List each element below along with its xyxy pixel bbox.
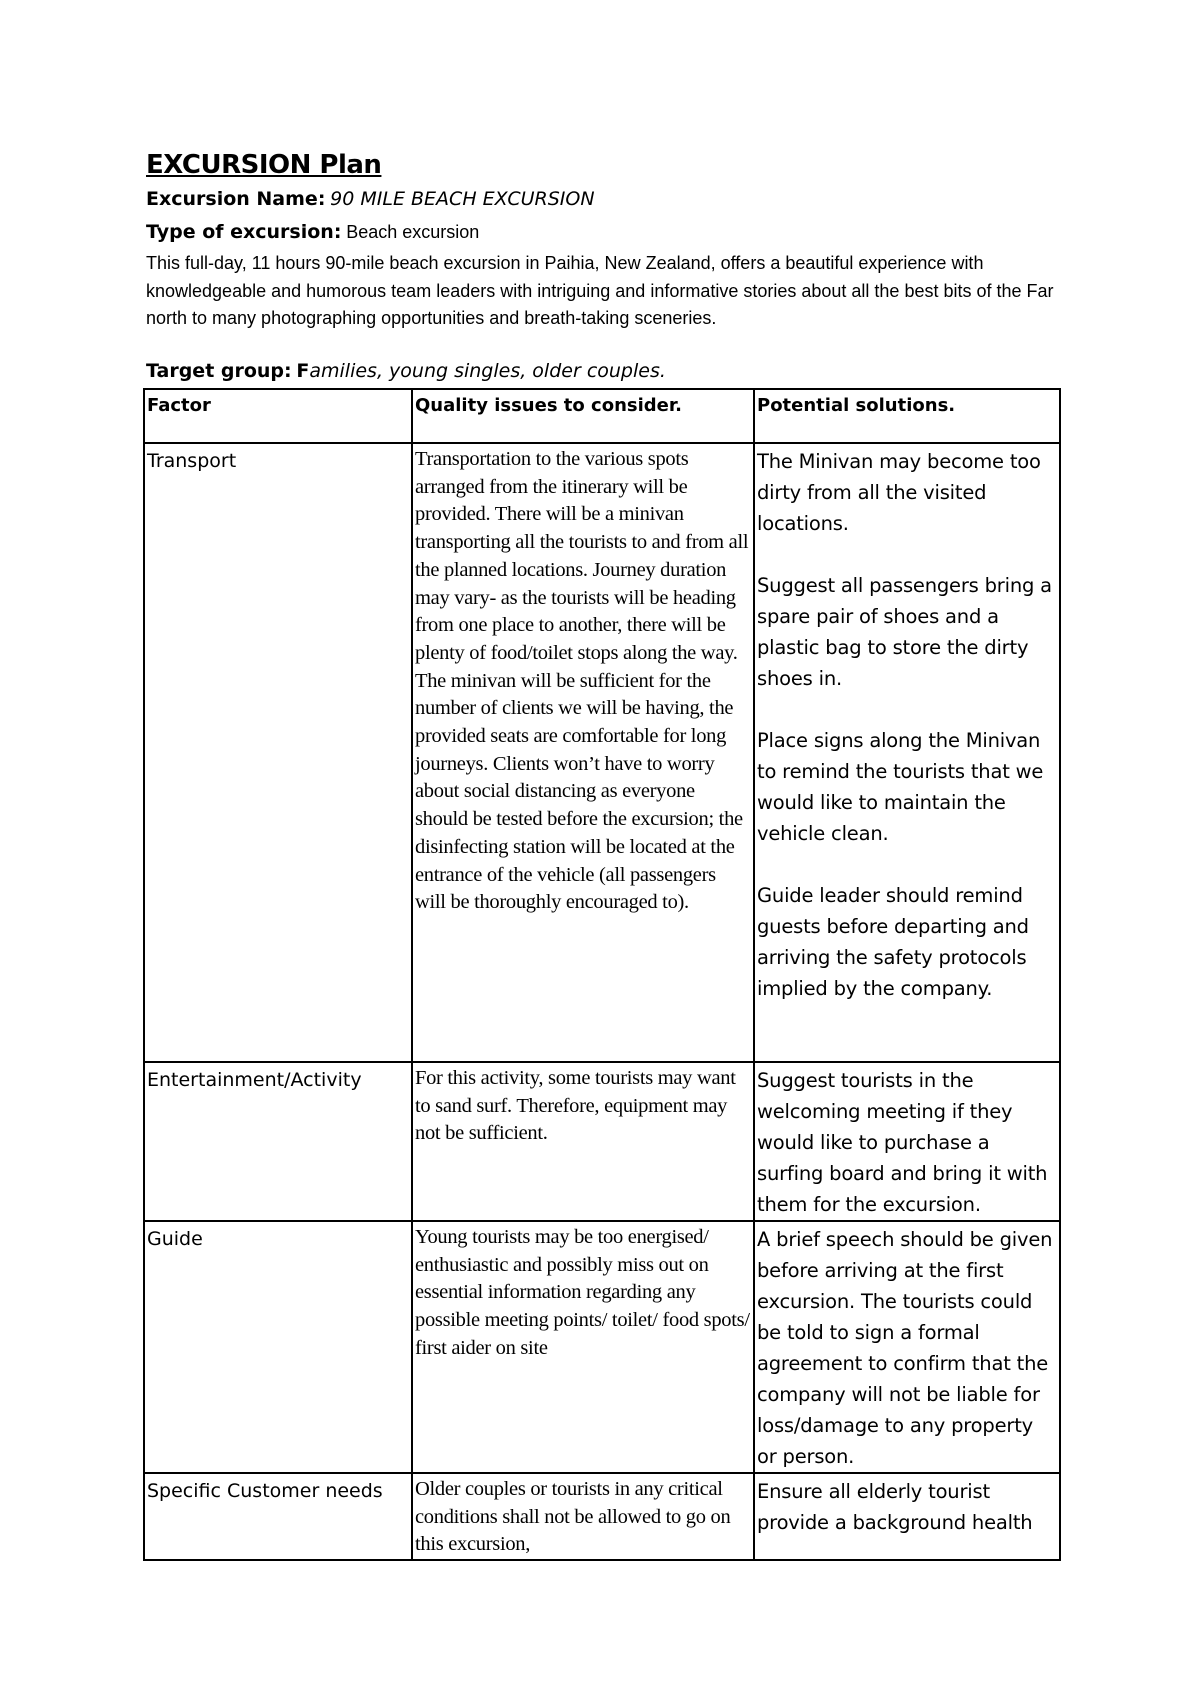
quality-issues-table [143, 388, 1061, 1561]
issue-cell: Older couples or tourists in any critical conditions shall not be allowed to go on this excursion, [412, 1473, 754, 1560]
issue-cell: Transportation to the various spots arranged from the itinerary will be provided. There will be a minivan transporting all the tourists to and from all the planned locations. Journey duration may vary- as the tourists will be heading from one place to another, there will be plenty of food/toilet stops along the way. The minivan will be sufficient for the number of clients we will be having, the provided seats are comfortable for long journeys. Clients won’t have to worry about social distancing as everyone should be tested before the excursion; the disinfecting station will be located at the entrance of the vehicle (all passengers will be thoroughly encouraged to). [412, 443, 754, 1062]
target-group-initial: F [296, 360, 310, 382]
issue-cell: For this activity, some tourists may want to sand surf. Therefore, equipment may not be sufficient. [412, 1062, 754, 1221]
excursion-name-line [146, 188, 595, 211]
issue-cell: Young tourists may be too energised/ enthusiastic and possibly miss out on essential information regarding any possible meeting points/ toilet/ food spots/ first aider on site [412, 1221, 754, 1473]
table-row [144, 443, 1060, 1062]
target-group-label: Target group: [146, 360, 292, 382]
solution-paragraph: Suggest all passengers bring a spare pair of shoes and a plastic bag to store the dirty shoes in. [757, 574, 1052, 690]
factor-cell: Entertainment/Activity [144, 1062, 412, 1221]
excursion-name-value: 90 MILE BEACH EXCURSION [330, 188, 595, 210]
excursion-type-label: Type of excursion: [146, 221, 342, 243]
factor-cell: Transport [144, 443, 412, 1062]
table-row [144, 1473, 1060, 1560]
solution-paragraph: Suggest tourists in the welcoming meeting if they would like to purchase a surfing board and bring it with them for the excursion. [757, 1069, 1048, 1216]
solution-paragraph: Guide leader should remind guests before departing and arriving the safety protocols implied by the company. [757, 884, 1029, 1000]
solution-cell [754, 443, 1060, 1062]
solution-paragraph: Ensure all elderly tourist provide a background health [757, 1480, 1033, 1534]
excursion-type-value: Beach excursion [346, 222, 480, 242]
solution-paragraph: The Minivan may become too dirty from all the visited locations. [757, 450, 1041, 535]
header-factor: Factor [144, 389, 412, 443]
table-header-row [144, 389, 1060, 443]
factor-cell: Specific Customer needs [144, 1473, 412, 1560]
solution-cell [754, 1473, 1060, 1560]
excursion-name-label: Excursion Name: [146, 188, 326, 210]
table-row [144, 1062, 1060, 1221]
solution-paragraph: Place signs along the Minivan to remind the tourists that we would like to maintain the vehicle clean. [757, 729, 1044, 845]
header-quality-issues: Quality issues to consider. [412, 389, 754, 443]
solution-cell [754, 1062, 1060, 1221]
header-potential-solutions: Potential solutions. [754, 389, 1060, 443]
excursion-type-line [146, 221, 479, 244]
target-group-line [146, 360, 666, 383]
excursion-description: This full-day, 11 hours 90-mile beach excursion in Paihia, New Zealand, offers a beautiful experience with knowledgeable and humorous team leaders with intriguing and informative stories about all the best bits of the Far north to many photographing opportunities and breath-taking sceneries. [146, 253, 1054, 328]
solution-cell [754, 1221, 1060, 1473]
target-group-value: amilies, young singles, older couples. [309, 360, 666, 382]
document-title: EXCURSION Plan [146, 150, 382, 180]
table-row [144, 1221, 1060, 1473]
solution-paragraph: A brief speech should be given before arriving at the first excursion. The tourists could be told to sign a formal agreement to confirm that the company will not be liable for loss/damage to any property or person. [757, 1228, 1053, 1468]
factor-cell: Guide [144, 1221, 412, 1473]
